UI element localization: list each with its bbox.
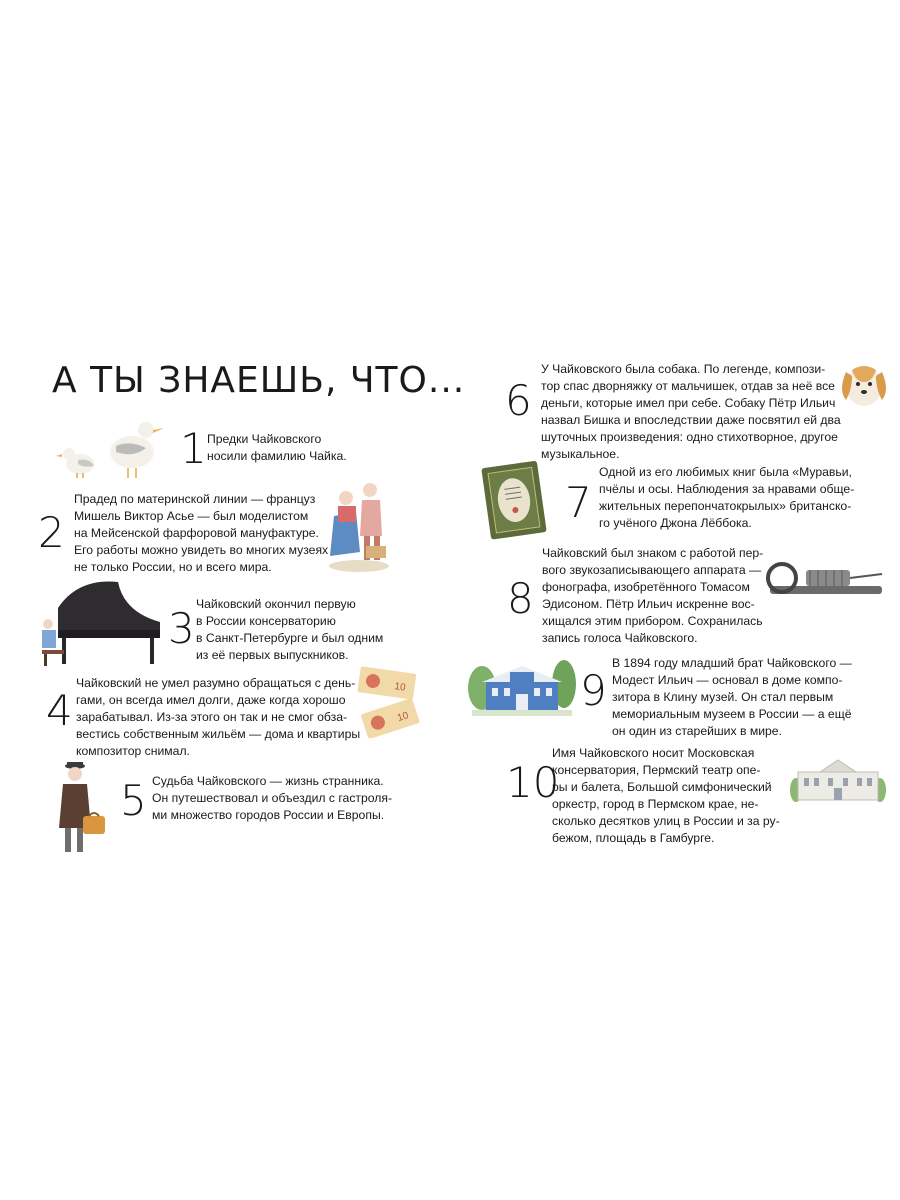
fact-number-7: 7 [565,478,592,527]
fact-text-2: Прадед по материнской линии — француз Мишель Виктор Асье — был моделистом на Мейсенской фарфоровой мануфактуре. Его работы можно увидеть во многих музеях не только России, но и всего мира. [74,492,329,574]
fact-text-7: Одной из его любимых книг была «Муравьи, пчёлы и осы. Наблюдения за нравами обще- жительных перепончатокрылых» британско- го учёного Джона Лёббока. [599,465,855,530]
fact-text-5: Судьба Чайковского — жизнь странника. Он путешествовал и объездил с гастроля- ми множество городов России и Европы. [152,774,393,822]
klin-museum-illustration [468,658,576,720]
fact-number-8: 8 [507,574,534,623]
fact-text-1: Предки Чайковского носили фамилию Чайка. [207,432,347,463]
book-illustration [478,458,552,542]
page-title: А ТЫ ЗНАЕШЬ, ЧТО... [52,360,466,401]
fact-number-9: 9 [580,666,607,715]
porcelain-figurines-illustration [326,476,392,574]
svg-text:10: 10 [395,710,410,725]
conservatory-illustration [790,754,886,804]
seagulls-illustration [50,418,170,480]
fact-text-4: Чайковский не умел разумно обращаться с день- гами, он всегда имел долги, даже когда хорошо зарабатывал. Из-за этого он так и не смог обза- вестись собственным жильём — дома и квартиры композитор снимал. [76,676,361,758]
fact-number-4: 4 [46,686,73,735]
banknotes-illustration [355,662,425,738]
dog-illustration [838,360,890,410]
fact-text-9: В 1894 году младший брат Чайковского — Модест Ильич — основал в доме компо- зитора в Клину музей. Он стал первым мемориальным музеем в России — а ещё он один из старейших в мире. [612,656,852,738]
fact-number-2: 2 [38,508,65,557]
phonograph-illustration [762,556,890,600]
fact-text-10: Имя Чайковского носит Московская консерватория, Пермский театр опе- ры и балета, Большой симфонический оркестр, город в Пермском крае, не- сколько десятков улиц в России и за ру- бежом, площадь в Гамбурге. [552,746,780,845]
fact-text-8: Чайковский был знаком с работой пер- вого звукозаписывающего аппарата — фонографа, изобретённого Томасом Эдисоном. Пётр Ильич искренне вос- хищался этим прибором. Сохранилась запись голоса Чайковского. [542,546,764,645]
fact-number-5: 5 [120,776,147,825]
grand-piano-illustration [38,578,168,672]
svg-text:10: 10 [393,681,407,694]
fact-text-6: У Чайковского была собака. По легенде, компози- тор спас дворняжку от мальчишек, отдав за неё все деньги, которые имел при себе. Собаку Пётр Ильич назвал Бишка и впоследствии даже посвятил ей два шуточных произведения: одно стихотворное, другое музыкальное. [541,362,841,461]
fact-text-3: Чайковский окончил первую в России консерваторию в Санкт-Петербурге и был одним из её первых выпускников. [196,597,384,662]
fact-number-1: 1 [180,424,207,473]
traveler-illustration [55,762,113,858]
fact-number-10: 10 [506,758,560,807]
fact-number-3: 3 [168,604,195,653]
fact-number-6: 6 [505,376,532,425]
